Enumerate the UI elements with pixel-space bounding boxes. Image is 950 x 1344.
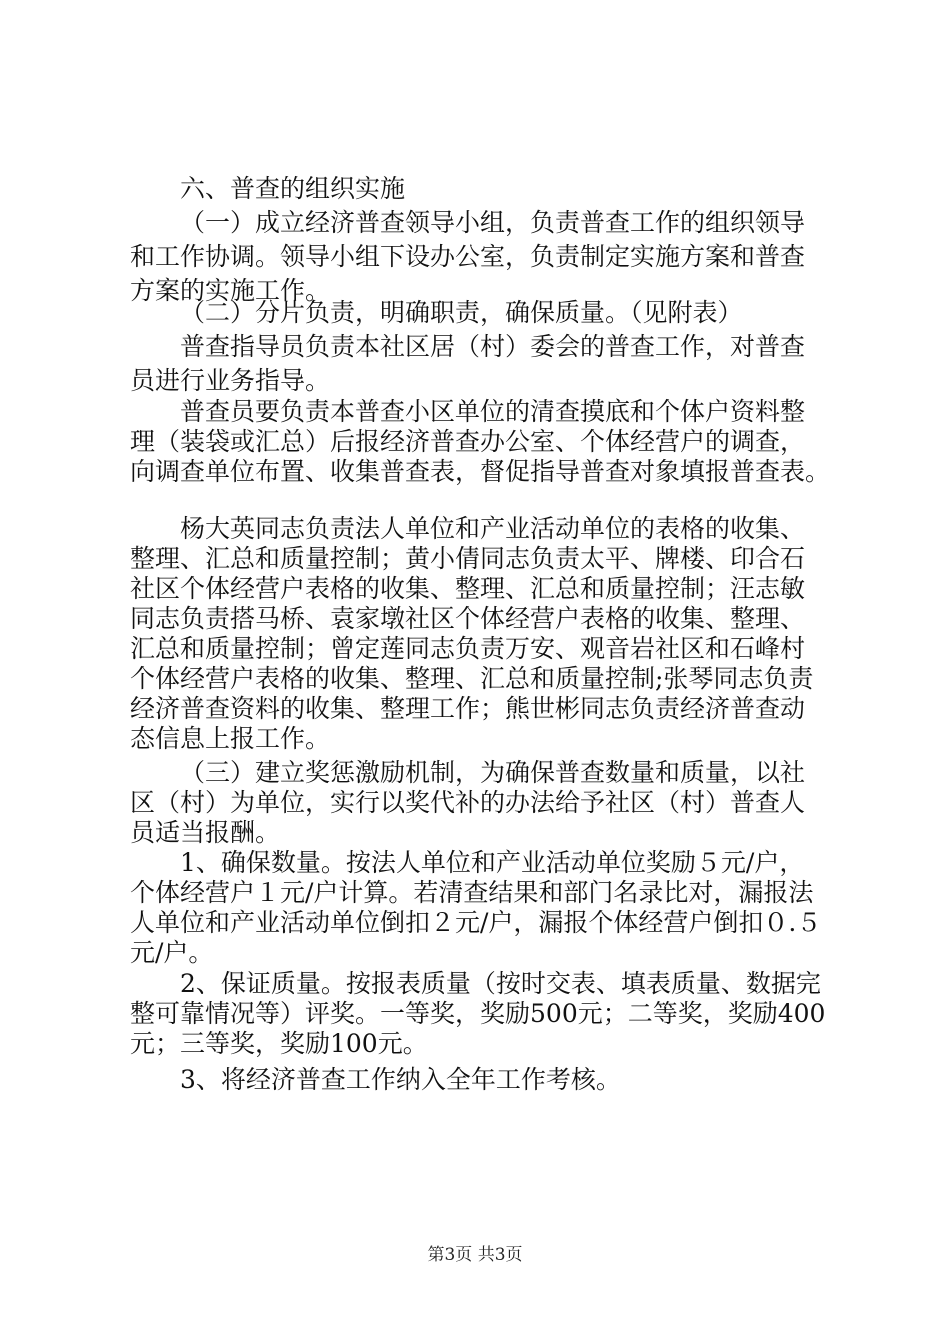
paragraph-line: 2、保证质量。按报表质量（按时交表、填表质量、数据完: [180, 969, 821, 998]
paragraph-line: 个体经营户１元/户计算。若清查结果和部门名录比对，漏报法: [130, 878, 814, 907]
paragraph-line: 整可靠情况等）评奖。一等奖，奖励500元；二等奖，奖励400: [130, 999, 826, 1028]
paragraph-line: 1、确保数量。按法人单位和产业活动单位奖励５元/户，: [180, 848, 805, 877]
paragraph-line: （一）成立经济普查领导小组，负责普查工作的组织领导: [180, 208, 806, 237]
paragraph-line: 杨大英同志负责法人单位和产业活动单位的表格的收集、: [180, 514, 806, 543]
paragraph-line: 态信息上报工作。: [130, 724, 331, 753]
paragraph-line: 整理、汇总和质量控制；黄小倩同志负责太平、牌楼、印合石: [130, 544, 806, 573]
paragraph-line: 和工作协调。领导小组下设办公室，负责制定实施方案和普查: [130, 242, 806, 271]
page-number-footer: 第3页 共3页: [427, 1245, 523, 1265]
paragraph-line: （三）建立奖惩激励机制，为确保普查数量和质量，以社: [180, 758, 806, 787]
paragraph-line: 理（装袋或汇总）后报经济普查办公室、个体经营户的调查，: [130, 427, 806, 456]
paragraph-line: 员进行业务指导。: [130, 366, 331, 395]
paragraph-line: 区（村）为单位，实行以奖代补的办法给予社区（村）普查人: [130, 788, 806, 817]
paragraph-line: 员适当报酬。: [130, 818, 281, 847]
paragraph-line: 3、将经济普查工作纳入全年工作考核。: [180, 1065, 621, 1094]
paragraph-line: 个体经营户表格的收集、整理、汇总和质量控制;张琴同志负责: [130, 664, 814, 693]
paragraph-line: 社区个体经营户表格的收集、整理、汇总和质量控制；汪志敏: [130, 574, 806, 603]
paragraph-line: 同志负责搭马桥、袁家墩社区个体经营户表格的收集、整理、: [130, 604, 806, 633]
paragraph-line: 普查员要负责本普查小区单位的清查摸底和个体户资料整: [180, 397, 806, 426]
paragraph-line: 汇总和质量控制；曾定莲同志负责万安、观音岩社区和石峰村: [130, 634, 806, 663]
paragraph-line: 经济普查资料的收集、整理工作；熊世彬同志负责经济普查动: [130, 694, 806, 723]
paragraph-line: 人单位和产业活动单位倒扣２元/户，漏报个体经营户倒扣０.５: [130, 908, 822, 937]
paragraph-line: 方案的实施工作。: [130, 276, 331, 305]
paragraph-line: （二）分片负责，明确职责，确保质量。（见附表）: [180, 298, 743, 327]
paragraph-line: 普查指导员负责本社区居（村）委会的普查工作，对普查: [180, 332, 806, 361]
paragraph-line: 向调查单位布置、收集普查表，督促指导普查对象填报普查表。: [130, 457, 831, 486]
section-heading: 六、普查的组织实施: [180, 174, 406, 203]
paragraph-line: 元；三等奖，奖励100元。: [130, 1029, 428, 1058]
paragraph-line: 元/户。: [130, 938, 214, 967]
